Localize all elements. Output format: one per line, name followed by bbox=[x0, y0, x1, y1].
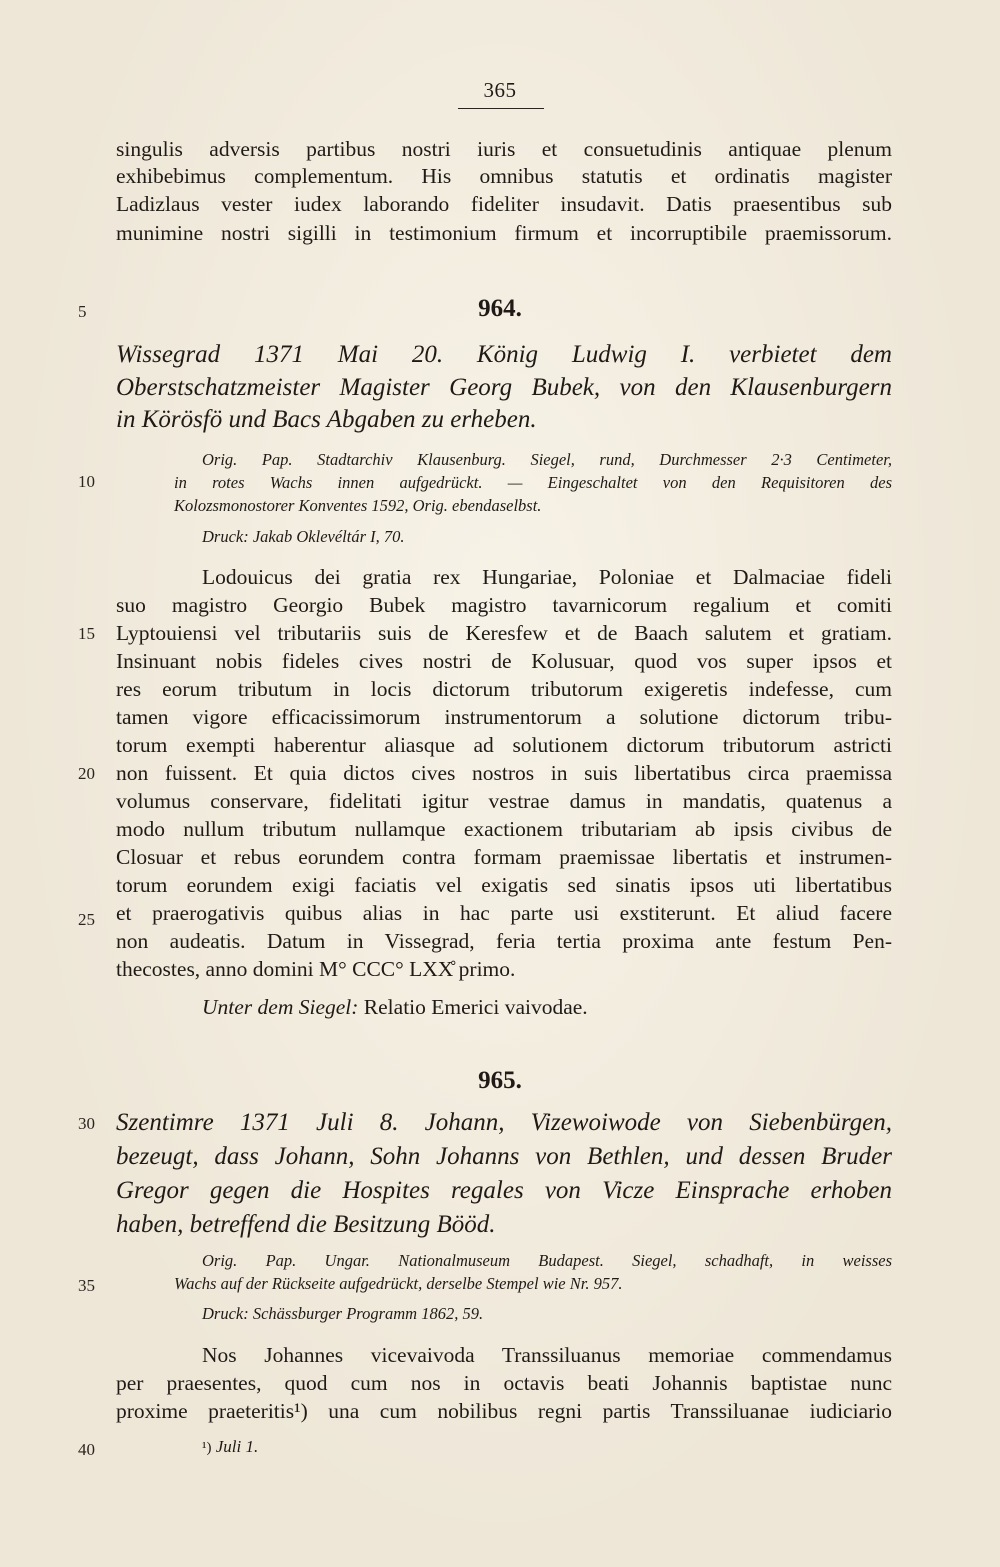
body-text-line: non fuissent. Et quia dictos cives nostros in suis libertatibus circa praemissa bbox=[116, 761, 892, 785]
body-text-line: thecostes, anno domini M° CCC° LXX̊ primo. bbox=[116, 957, 516, 981]
margin-line-number: 5 bbox=[78, 302, 87, 321]
body-text-line: Lodouicus dei gratia rex Hungariae, Poloniae et Dalmaciae fideli bbox=[202, 565, 892, 589]
source-note-line: Orig. Pap. Ungar. Nationalmuseum Budapest. Siegel, schadhaft, in weisses bbox=[202, 1251, 892, 1270]
body-text-line: modo nullum tributum nullamque exactionem tributariam ab ipsis civibus de bbox=[116, 817, 892, 841]
source-note-line: Kolozsmonostorer Konventes 1592, Orig. ebendaselbst. bbox=[174, 496, 542, 515]
body-text-line: Lyptouiensi vel tributariis suis de Keresfew et de Baach salutem et gratiam. bbox=[116, 621, 892, 645]
source-note-line: Wachs auf der Rückseite aufgedrückt, derselbe Stempel wie Nr. 957. bbox=[174, 1274, 623, 1293]
document-number-heading: 965. bbox=[478, 1067, 522, 1094]
page-number: 365 bbox=[483, 78, 517, 102]
regest-title-line: Szentimre 1371 Juli 8. Johann, Vizewoiwode von Siebenbürgen, bbox=[116, 1109, 892, 1136]
body-text-line: tamen vigore efficacissimorum instrumentorum a solutione dictorum tribu- bbox=[116, 705, 892, 729]
seal-note bbox=[202, 994, 892, 1020]
source-note-line: in rotes Wachs innen aufgedrückt. — Eingeschaltet von den Requisitoren des bbox=[174, 473, 892, 492]
body-text-line: Closuar et rebus eorundem contra formam praemissae libertatis et instrumen- bbox=[116, 845, 892, 869]
body-text-line: torum exempti haberentur aliasque ad solutionem dictorum tributorum astricti bbox=[116, 733, 892, 757]
seal-note-text: Relatio Emerici vaivodae. bbox=[363, 995, 588, 1019]
margin-line-number: 10 bbox=[78, 472, 95, 491]
body-text-line: per praesentes, quod cum nos in octavis beati Johannis baptistae nunc bbox=[116, 1371, 892, 1395]
regest-title-line: in Körösfö und Bacs Abgaben zu erheben. bbox=[116, 406, 537, 433]
text-line: Ladizlaus vester iudex laborando fideliter insudavit. Datis praesentibus sub bbox=[116, 192, 892, 216]
body-text-line: torum eorundem exigi faciatis vel exigatis sed sinatis ipsos uti libertatibus bbox=[116, 873, 892, 897]
margin-line-number: 25 bbox=[78, 910, 95, 929]
source-note-line: Orig. Pap. Stadtarchiv Klausenburg. Siegel, rund, Durchmesser 2·3 Centimeter, bbox=[202, 450, 892, 469]
body-text-line: res eorum tributum in locis dictorum tributorum exigeretis indefesse, cum bbox=[116, 677, 892, 701]
margin-line-number: 40 bbox=[78, 1440, 95, 1459]
footnote-mark: ¹) bbox=[202, 1440, 212, 1456]
regest-title-line: Oberstschatzmeister Magister Georg Bubek, von den Klausenburgern bbox=[116, 374, 892, 401]
body-text-line: suo magistro Georgio Bubek magistro tavarnicorum regalium et comiti bbox=[116, 593, 892, 617]
document-number-heading: 964. bbox=[478, 295, 522, 322]
regest-title-line: bezeugt, dass Johann, Sohn Johanns von Bethlen, und dessen Bruder bbox=[116, 1143, 892, 1170]
margin-line-number: 30 bbox=[78, 1114, 95, 1133]
print-reference: Druck: Schässburger Programm 1862, 59. bbox=[202, 1304, 484, 1323]
regest-title-line: haben, betreffend die Besitzung Bööd. bbox=[116, 1211, 496, 1238]
margin-line-number: 20 bbox=[78, 764, 95, 783]
text-line: singulis adversis partibus nostri iuris et consuetudinis antiquae plenum bbox=[116, 137, 892, 161]
text-line: munimine nostri sigilli in testimonium firmum et incorruptibile praemissorum. bbox=[116, 221, 892, 245]
seal-note-label: Unter dem Siegel: bbox=[202, 995, 359, 1019]
text-line: exhibebimus complementum. His omnibus statutis et ordinatis magister bbox=[116, 164, 892, 188]
body-text-line: proxime praeteritis¹) una cum nobilibus regni partis Transsiluanae iudiciario bbox=[116, 1399, 892, 1423]
body-text-line: non audeatis. Datum in Vissegrad, feria tertia proxima ante festum Pen- bbox=[116, 929, 892, 953]
print-reference: Druck: Jakab Oklevéltár I, 70. bbox=[202, 527, 405, 546]
margin-line-number: 15 bbox=[78, 624, 95, 643]
body-text-line: Insinuant nobis fideles cives nostri de Kolusuar, quod vos super ipsos et bbox=[116, 649, 892, 673]
footnote bbox=[202, 1436, 258, 1459]
margin-line-number: 35 bbox=[78, 1276, 95, 1295]
body-text-line: Nos Johannes vicevaivoda Transsiluanus memoriae commendamus bbox=[202, 1343, 892, 1367]
footnote-text: Juli 1. bbox=[215, 1437, 259, 1456]
body-text-line: et praerogativis quibus alias in hac parte usi exstiterunt. Et aliud facere bbox=[116, 901, 892, 925]
regest-title-line: Gregor gegen die Hospites regales von Vicze Einsprache erhoben bbox=[116, 1177, 892, 1204]
regest-title-line: Wissegrad 1371 Mai 20. König Ludwig I. verbietet dem bbox=[116, 341, 892, 368]
body-text-line: volumus conservare, fidelitati igitur vestrae damus in mandatis, quatenus a bbox=[116, 789, 892, 813]
page-number-rule bbox=[458, 108, 544, 109]
